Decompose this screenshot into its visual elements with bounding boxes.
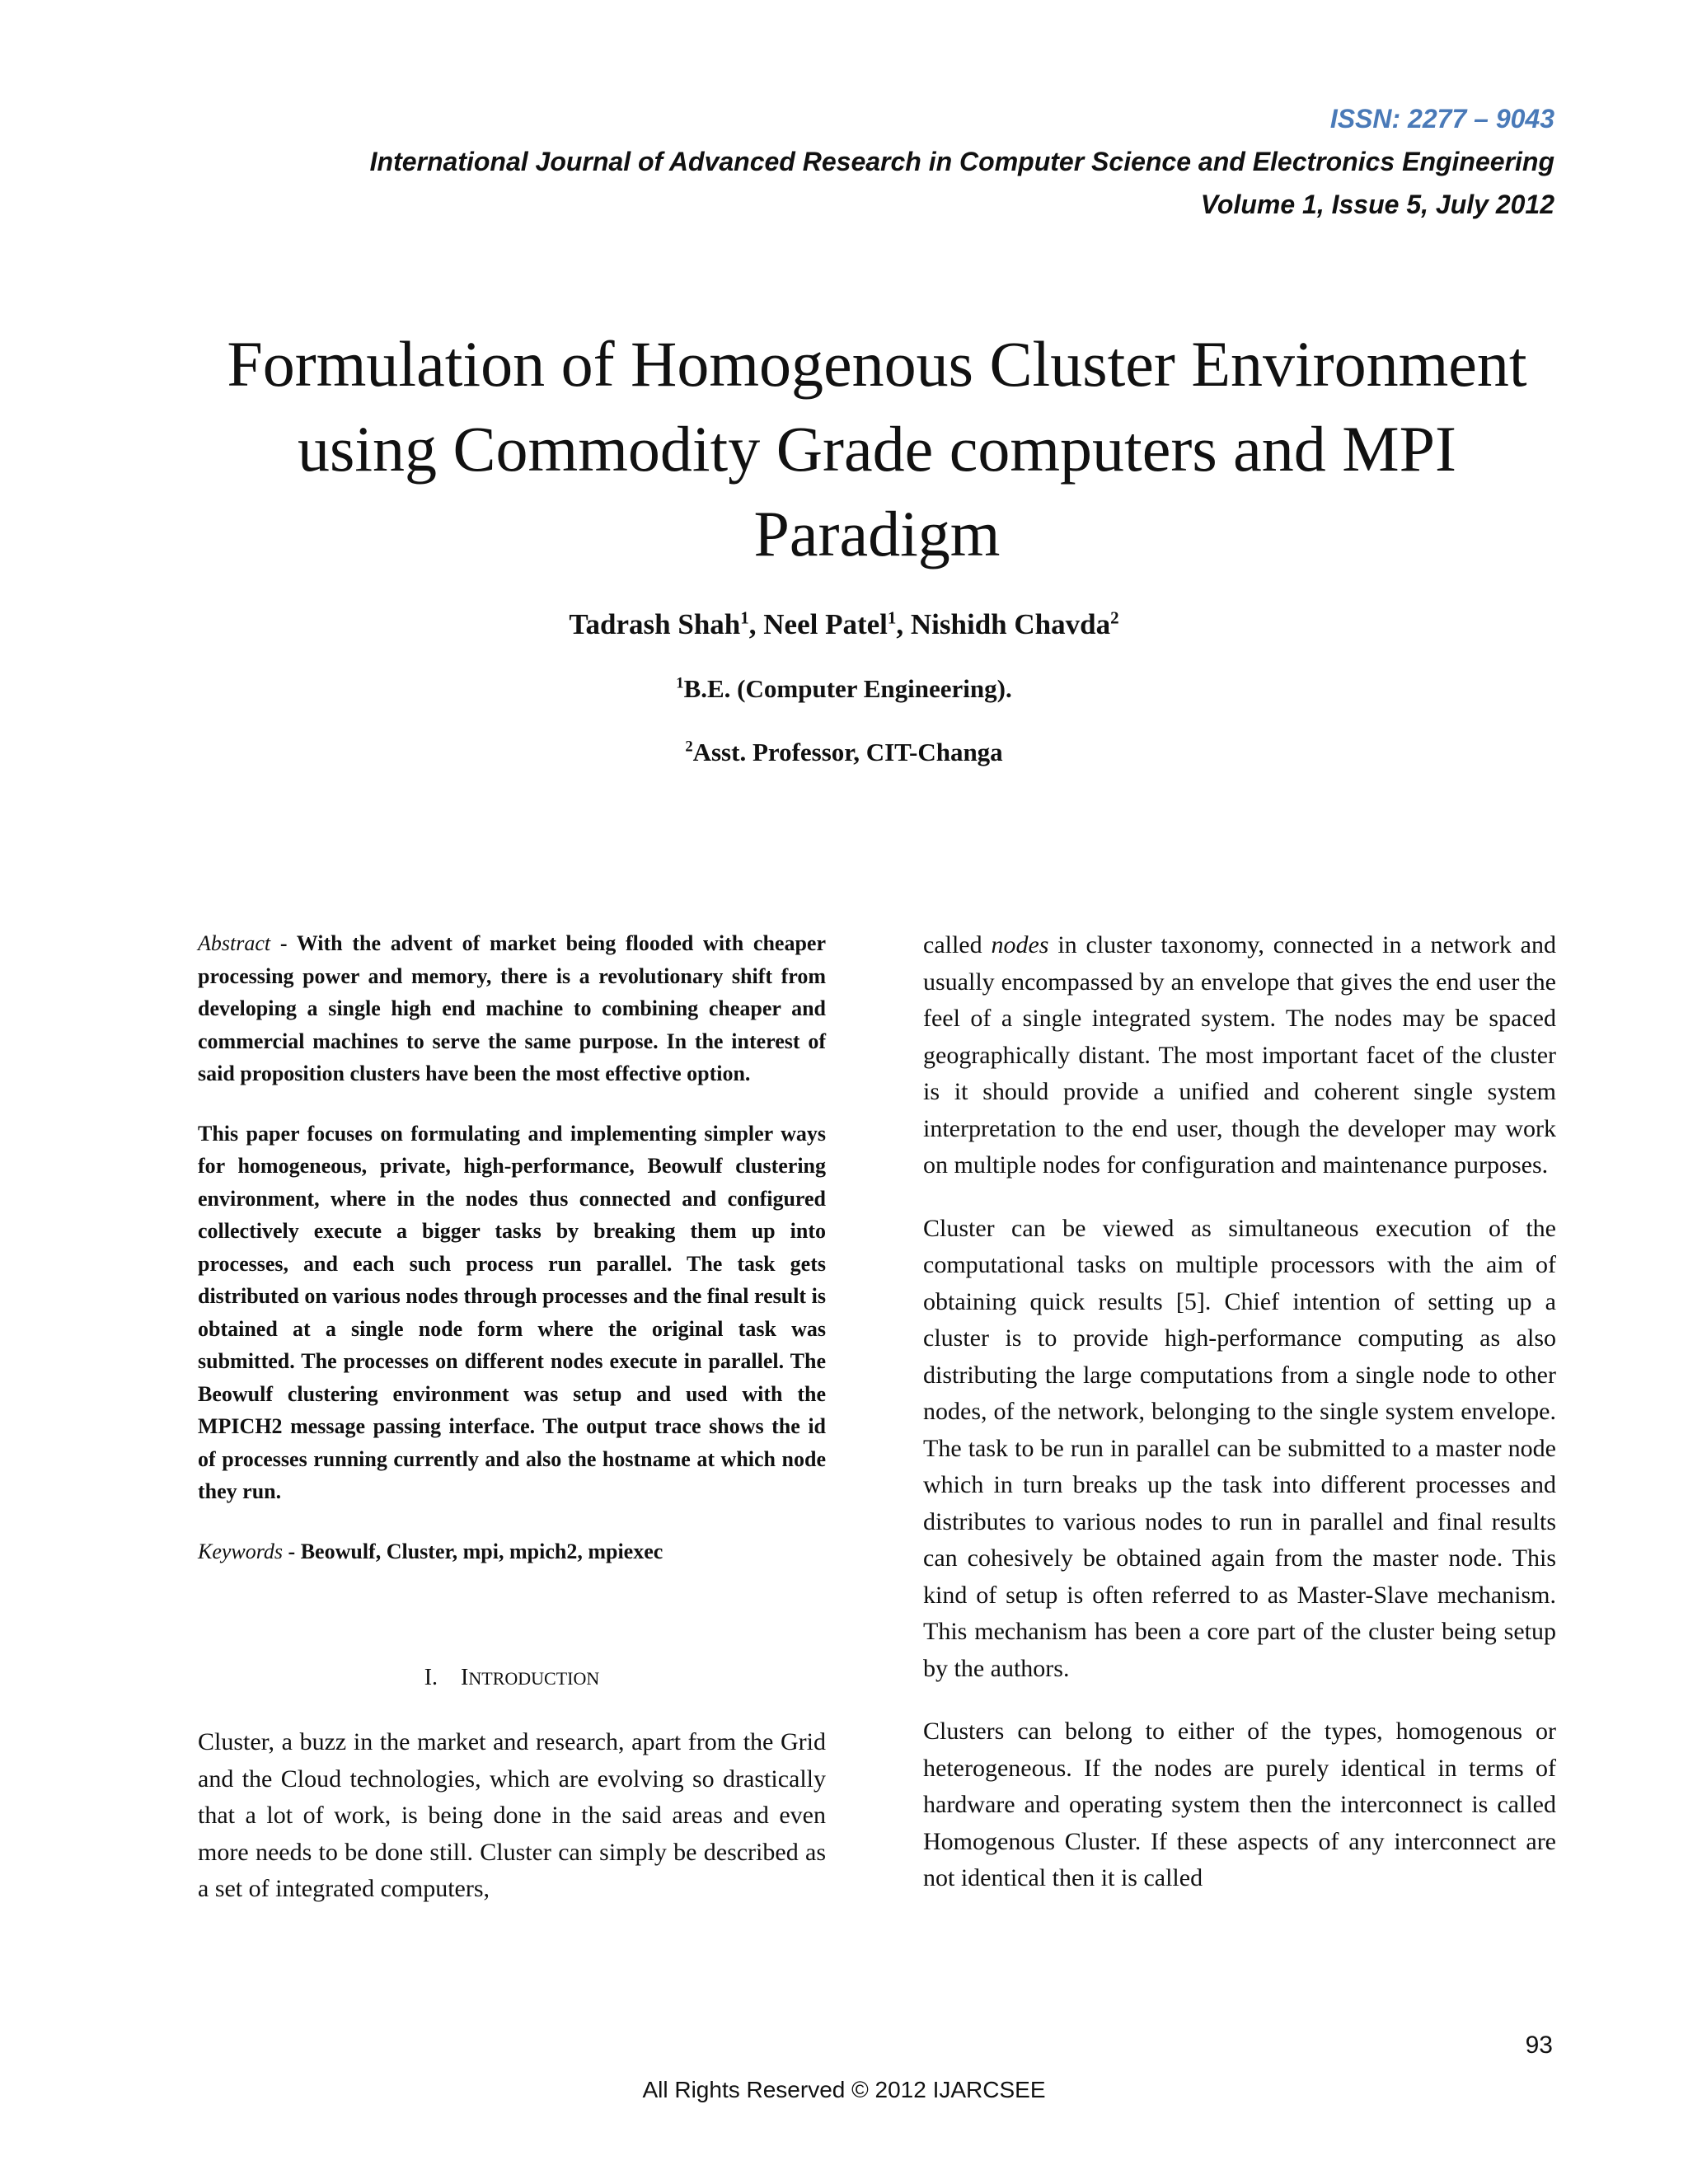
page-number: 93 bbox=[1525, 2032, 1553, 2059]
journal-header bbox=[370, 97, 1554, 226]
author-list: Tadrash Shah$^1$, Neel Patel$^1$, Nishidh Chavda$^2$ bbox=[569, 607, 1119, 640]
keywords-label: Keywords bbox=[198, 1539, 284, 1563]
body-paragraph-2: Cluster can be viewed as simultaneous execution of the computational tasks on multiple processors with the aim of obtaining quick results [5]. Chief intention of setting up a cluster is to provide high-performance computing as also distributing the large computations from a single node to other nodes, of the network, belonging to the single system envelope. The task to be run in parallel can be submitted to a master node which in turn breaks up the task into different processes and distributes to various nodes to run in parallel and final results can cohesively be obtained again from the master node. This kind of setup is often referred to as Master-Slave mechanism. This mechanism has been a core part of the cluster being setup by the authors. bbox=[923, 1214, 1556, 1682]
affiliation-1: $^1$B.E. (Computer Engineering). bbox=[676, 674, 1012, 703]
author-name: Nishidh Chavda bbox=[910, 608, 1111, 640]
author-affil-mark: 1 bbox=[740, 607, 749, 628]
author-name: Tadrash Shah bbox=[569, 608, 741, 640]
copyright-footer: All Rights Reserved © 2012 IJARCSEE bbox=[642, 2077, 1046, 2102]
right-column bbox=[923, 927, 1556, 1924]
affiliation-2: $^2$Asst. Professor, CIT-Changa bbox=[685, 738, 1003, 766]
author-affil-mark: 2 bbox=[1110, 607, 1119, 628]
body-paragraph-3: Clusters can belong to either of the types, homogenous or heterogeneous. If the nodes are purely identical in terms of hardware and operating system then the interconnect is called Homogenous Cluster. If these aspects of any interconnect are not identical then it is called bbox=[923, 1718, 1556, 1891]
intro-paragraph: Cluster, a buzz in the market and research, apart from the Grid and the Cloud technologies, which are evolving so drastically that a lot of work, is being done in the said areas and even more needs to be done still. Cluster can simply be described as a set of integrated computers, bbox=[198, 1728, 826, 1902]
author-affil-mark: 1 bbox=[887, 607, 897, 628]
body-paragraph-1: called nodes in cluster taxonomy, connected in a network and usually encompassed by an envelope that gives the end user the feel of a single integrated system. The nodes may be spaced geographically distant. The most important facet of the cluster is it should provide a unified and coherent single system interpretation to the end user, though the developer may work on multiple nodes for configuration and maintenance purposes. bbox=[923, 931, 1556, 1179]
title-line-2: using Commodity Grade computers and MPI bbox=[297, 413, 1457, 485]
title-line-3: Paradigm bbox=[753, 498, 1001, 569]
keywords: Keywords - Beowulf, Cluster, mpi, mpich2, mpiexec bbox=[198, 1539, 663, 1563]
left-column bbox=[198, 927, 826, 1934]
title-line-1: Formulation of Homogenous Cluster Environment bbox=[227, 328, 1527, 400]
section-heading-introduction: I. INTRODUCTION bbox=[424, 1665, 600, 1690]
abstract-label: Abstract bbox=[198, 931, 271, 955]
abstract-paragraph-2: This paper focuses on formulating and implementing simpler ways for homogeneous, private, high-performance, Beowulf clustering environment, where in the nodes thus connected and configured collectively execute a bigger tasks by breaking them up into processes, and each such process run parallel. The task gets distributed on various nodes through processes and the final result is obtained at a single node form where the original task was submitted. The processes on different nodes execute in parallel. The Beowulf clustering environment was setup and used with the MPICH2 message passing interface. The output trace shows the id of processes running currently and also the hostname at which node they run. bbox=[198, 1121, 826, 1503]
paper-title bbox=[132, 321, 1622, 576]
author-name: Neel Patel bbox=[763, 608, 888, 640]
abstract-paragraph-1: Abstract - With the advent of market being flooded with cheaper processing power and memory, there is a revolutionary shift from developing a single high end machine to combining cheaper and commercial machines to serve the same purpose. In the interest of said proposition clusters have been the most effective option. bbox=[198, 931, 826, 1085]
issn: ISSN: 2277 – 9043 bbox=[1329, 104, 1554, 134]
journal-name: International Journal of Advanced Research in Computer Science and Electronics Engineering bbox=[369, 147, 1554, 176]
volume-info: Volume 1, Issue 5, July 2012 bbox=[1200, 190, 1554, 219]
